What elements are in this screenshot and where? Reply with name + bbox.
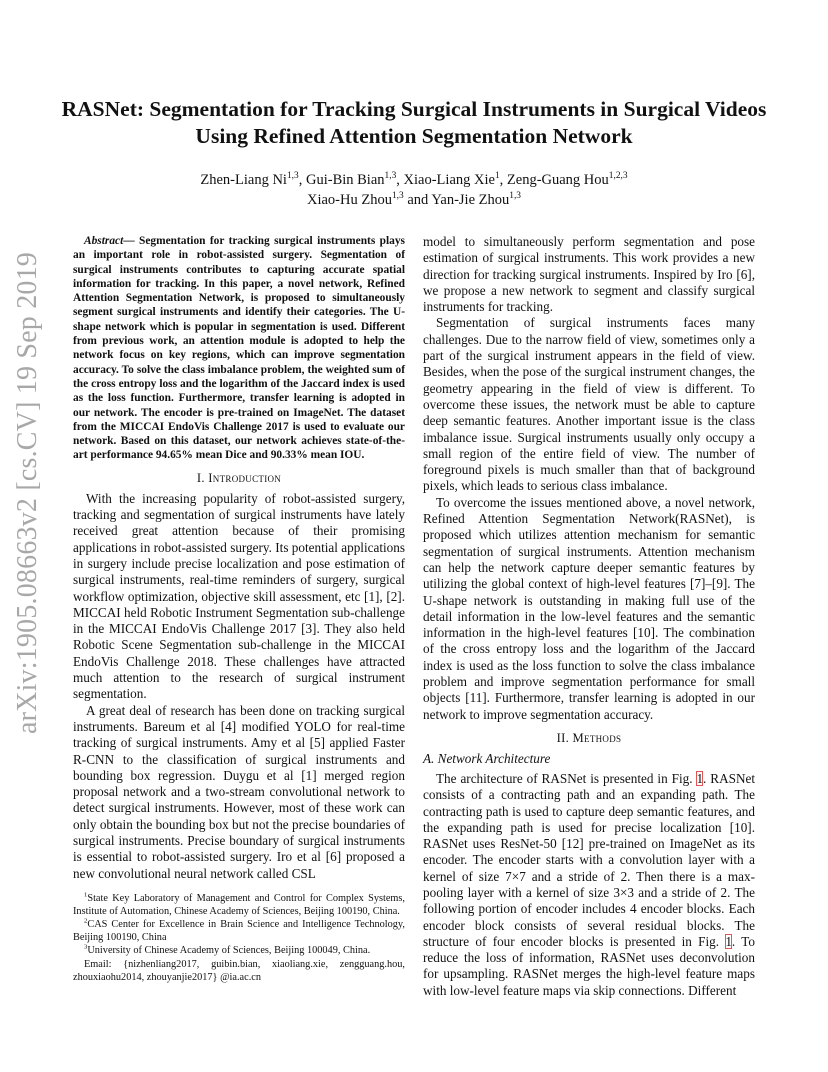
author-line-1: Zhen-Liang Ni$^{1,3}$, Gui-Bin Bian$^{1,3}$, Xiao-Liang Xie$^1$, Zeng-Guang Hou$^{1,2,3}$ [200, 171, 628, 188]
paper-title: RASNet: Segmentation for Tracking Surgical Instruments in Surgical Videos Using Refined Attention Segmentation Network [61, 97, 767, 148]
intro-paragraph-4: Segmentation of surgical instruments faces many challenges. Due to the narrow field of view, sometimes only a part of the surgical instrument appears in the field of view. Besides, when the pose of the surgical instrument changes, the geometry appearing in the field of view is different. To overcome these issues, the network must be able to capture deep semantic features. Another important issue is the class imbalance issue. Surgical instruments usually only occupy a small region of the entire field of view. The number of foreground pixels is much smaller than that of background pixels, which leads to serious class imbalance. [423, 315, 755, 494]
footnote-email: Email: {nizhenliang2017, guibin.bian, xiaoliang.xie, zengguang.hou, zhouxiaohu2014, zhouyanjie2017} @ia.ac.cn [73, 958, 405, 983]
arxiv-identifier-stamp: arXiv:1905.08663v2 [cs.CV] 19 Sep 2019 [12, 251, 43, 734]
figure-1-link[interactable]: 1 [696, 770, 704, 786]
author-list [100, 170, 728, 210]
abstract-label: Abstract [84, 235, 124, 247]
footnote-2: $^2$CAS Center for Excellence in Brain Science and Intelligence Technology, Beijing 100190, China [73, 917, 405, 943]
abstract-text: Segmentation for tracking surgical instruments plays an important role in robot-assisted surgery. Segmentation of surgical instruments contributes to capturing accurate spatial information for tracking. In this paper, a novel network, Refined Attention Segmentation Network, is proposed to simultaneously segment surgical instruments and identify their categories. The U-shape network which is popular in segmentation is used. Different from previous work, an attention module is adopted to help the network focus on key regions, which can improve segmentation accuracy. To solve the class imbalance problem, the weighted sum of the cross entropy loss and the logarithm of the Jaccard index is used as the loss function. Furthermore, transfer learning is adopted in our network. The encoder is pre-trained on ImageNet. The dataset from the MICCAI EndoVis Challenge 2017 is used to evaluate our network. Based on this dataset, our network achieves state-of-the-art performance 94.65% mean Dice and 90.33% mean IOU. [73, 235, 405, 462]
footnotes [73, 893, 405, 985]
intro-paragraph-3: model to simultaneously perform segmentation and pose estimation of surgical instruments. This work provides a new direction for tracking surgical instruments. Inspired by Iro [6], we propose a new network to segment and classify surgical instruments for tracking. [423, 234, 755, 315]
footnote-3: $^3$University of Chinese Academy of Sciences, Beijing 100049, China. [84, 943, 371, 957]
intro-paragraph-5: To overcome the issues mentioned above, a novel network, Refined Attention Segmentation Network(RASNet), is proposed which utilizes attention mechanism for semantic segmentation of surgical instruments. Attention mechanism can help the network capture deeper semantic features by utilizing the global context of high-level features [7]–[9]. The U-shape network is outstanding in making full use of the detail information in the low-level features and the semantic information in the high-level features [10]. The combination of the cross entropy loss and the logarithm of the Jaccard index is used as the loss function to solve the class imbalance problem and improve segmentation performance for small objects [11]. Furthermore, transfer learning is adopted in our network to improve segmentation accuracy. [423, 494, 755, 722]
subsection-heading-network-architecture: A. Network Architecture [423, 750, 551, 766]
author-line-2: Xiao-Hu Zhou$^{1,3}$ and Yan-Jie Zhou$^{1,3}$ [306, 191, 522, 208]
methods-paragraph-1: The architecture of RASNet is presented in Fig. 1. RASNet consists of a contracting path and an expanding path. The contracting path is used to capture deep semantic features, and the expanding path is used for precise localization [10]. RASNet uses ResNet-50 [12] pre-trained on ImageNet as its encoder. The encoder starts with a convolution layer with a kernel of size 7×7 and a stride of 2. Then there is a max-pooling layer with a kernel of size 3×3 and a stride of 2. The following portion of encoder includes 4 encoder blocks. Each encoder block consists of several residual blocks. The structure of four encoder blocks is presented in Fig. 1. To reduce the loss of information, RASNet uses deconvolution for upsampling. RASNet merges the high-level feature maps with low-level feature maps via skip connections. Different [423, 770, 755, 998]
footnote-1: $^1$State Key Laboratory of Management and Control for Complex Systems, Institute of Automation, Chinese Academy of Sciences, Beijing 100190, China. [73, 891, 405, 917]
figure-1-link-second[interactable]: 1 [725, 933, 732, 949]
section-heading-methods: II. Methods [556, 730, 622, 745]
intro-paragraph-1: With the increasing popularity of robot-assisted surgery, tracking and segmentation of surgical instruments have lately received great attention because of their promising applications in robot-assisted surgery. Its potential applications in surgery include precise localization and pose estimation of surgical instruments, real-time reminders of surgery, surgical workflow optimization, objective skill assessment, etc [1], [2]. MICCAI held Robotic Instrument Segmentation sub-challenge in the MICCAI EndoVis Challenge 2017 [3]. They also held Robotic Scene Segmentation sub-challenge in the MICCAI EndoVis Challenge 2018. These challenges have attracted much attention to the research of surgical instrument segmentation. [73, 490, 405, 702]
right-column [423, 234, 755, 999]
left-column [73, 234, 405, 882]
abstract [73, 234, 405, 463]
intro-paragraph-2: A great deal of research has been done on tracking surgical instruments. Bareum et al [4] modified YOLO for real-time tracking of surgical instruments. Amy et al [5] applied Faster R-CNN to the classification of surgical instruments and bounding box regression. Duygu et al [1] merged region proposal network and a two-stream convolutional network to detect surgical instruments. However, most of these work can only obtain the bounding box but not the precise boundaries of surgical instruments. Precise boundary of surgical instruments is essential to robot-assisted surgery. Iro et al [6] proposed a new convolutional neural network called CSL [73, 702, 405, 881]
abstract-dash: — [123, 235, 140, 247]
section-heading-introduction: I. Introduction [196, 470, 282, 485]
